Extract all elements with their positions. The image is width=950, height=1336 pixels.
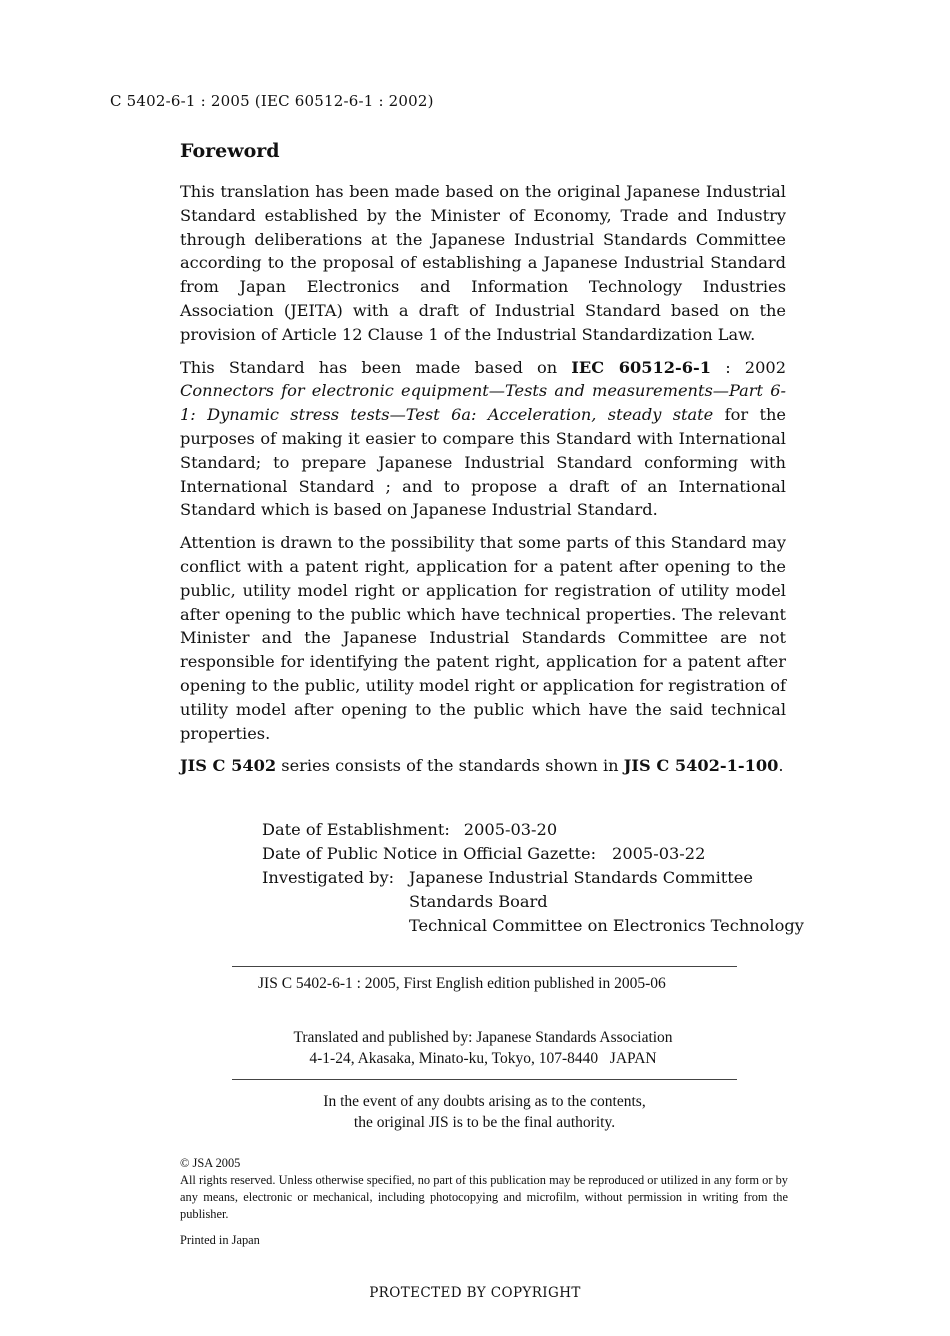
jis-series-reference: JIS C 5402 [180,756,277,776]
notice-row [262,842,804,866]
foreword-title: Foreword [180,140,280,162]
paragraph-text: for the purposes of making it easier to compare this Standard with International Standard; to prepare Japanese Industrial Standard conforming with International Standard ; and to propose a draft of an International Standard which is based on Japanese Industrial Standard. [180,405,786,520]
divider-bottom [232,1079,737,1080]
investigated-technical-committee: Technical Committee on Electronics Technology [409,916,804,935]
printed-in: Printed in Japan [180,1233,260,1247]
jis-reference: JIS C 5402-1-100 [623,756,779,776]
paragraph-series [180,754,786,778]
paragraph-text: This Standard has been made based on [180,357,572,377]
investigated-board: Standards Board [409,892,548,911]
iec-title: Connectors for electronic equipment—Tests and measurements—Part 6-1: Dynamic stress tests—Test 6a: Acceleration, steady state [180,381,786,425]
establishment-value: 2005-03-20 [463,820,558,839]
rights-statement: All rights reserved. Unless otherwise specified, no part of this publication may be reproduced or utilized in any form or by any means, electronic or mechanical, including photocopying and microfilm, without permission in writing from the publisher. [180,1173,788,1221]
publisher-name: Translated and published by: Japanese Standards Association [293,1029,673,1046]
copyright-watermark: PROTECTED BY COPYRIGHT [369,1285,581,1301]
edition-line: JIS C 5402-6-1 : 2005, First English edition published in 2005-06 [258,975,666,992]
investigated-committee: Japanese Industrial Standards Committee [409,868,753,887]
publisher-block [260,1027,706,1069]
publisher-address: 4-1-24, Akasaka, Minato-ku, Tokyo, 107-8440 JAPAN [309,1050,657,1067]
investigated-values [409,866,804,938]
document-header: C 5402-6-1 : 2005 (IEC 60512-6-1 : 2002) [110,92,434,110]
copyright-block [180,1155,788,1223]
copyright-line: © JSA 2005 [180,1156,241,1170]
paragraph-translation-basis: This translation has been made based on the original Japanese Industrial Standard established by the Minister of Economy, Trade and Industry through deliberations at the Japanese Industrial Standards Committee according to the proposal of establishing a Japanese Industrial Standard from Japan Electronics and Information Technology Industries Association (JEITA) with a draft of Industrial Standard based on the provision of Article 12 Clause 1 of the Industrial Standardization Law. [180,182,786,344]
paragraph-text: : 2002 [711,357,786,377]
establishment-label: Date of Establishment: [262,820,450,839]
divider-top [232,966,737,967]
foreword-body [180,180,786,787]
paragraph-patent-notice: Attention is drawn to the possibility that some parts of this Standard may conflict with a patent right, application for a patent after opening to the public, utility model right or application for registration of utility model after opening to the public which have technical properties. The relevant Minister and the Japanese Industrial Standards Committee are not responsible for identifying the patent right, application for a patent after opening to the public, utility model right or application for registration of utility model after opening to the public which have the said technical properties. [180,533,786,743]
paragraph-text: . [778,756,784,776]
authority-line-2: the original JIS is to be the final authority. [353,1114,616,1131]
investigated-label: Investigated by: [262,868,395,887]
establishment-row [262,818,804,842]
paragraph-iec-basis [180,356,786,523]
investigated-row [262,866,804,938]
authority-notice [232,1091,737,1133]
notice-value: 2005-03-22 [612,844,706,863]
dates-block [262,818,804,938]
authority-line-1: In the event of any doubts arising as to the contents, [323,1093,646,1110]
notice-label: Date of Public Notice in Official Gazette: [262,844,597,863]
paragraph-text: series consists of the standards shown in [276,756,624,776]
iec-reference: IEC 60512-6-1 [571,357,712,377]
